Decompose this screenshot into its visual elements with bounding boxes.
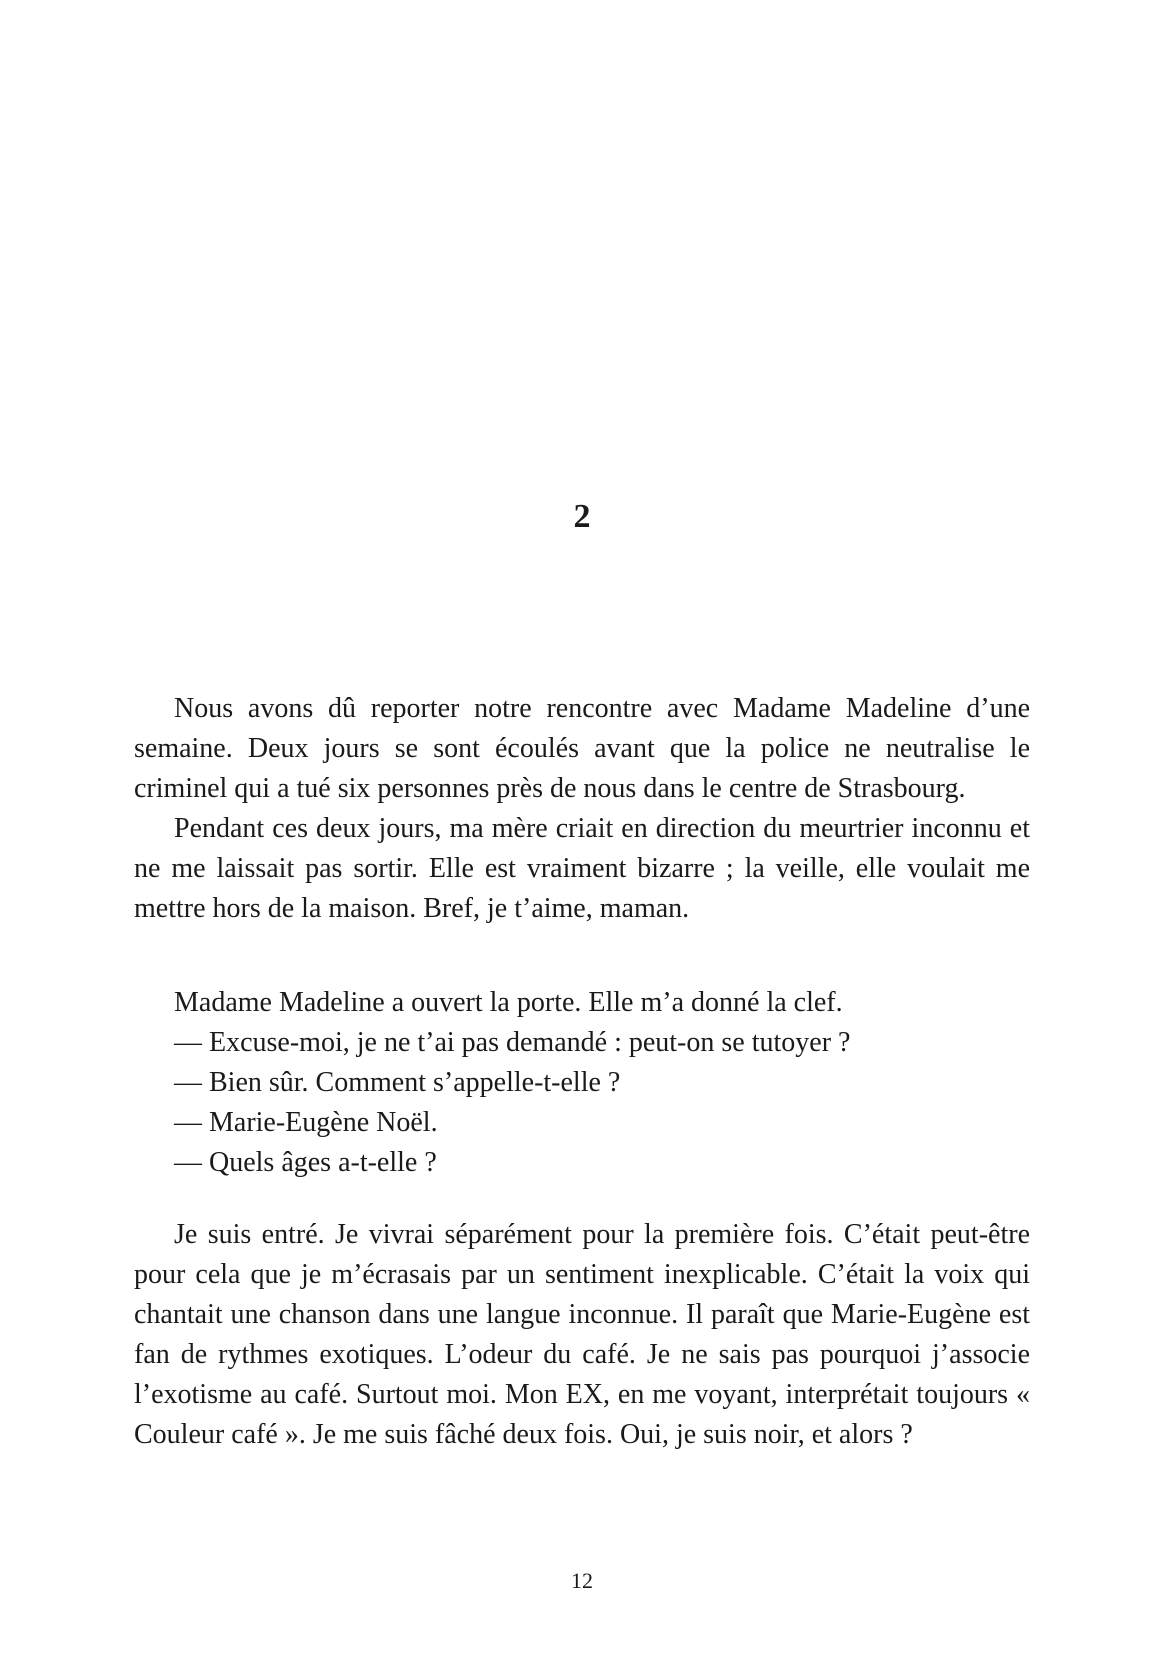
dialogue-line: — Marie-Eugène Noël. (174, 1107, 438, 1138)
narrative-section-3 (134, 1215, 1030, 1455)
paragraph: Pendant ces deux jours, ma mère criait en direction du meurtrier inconnu et ne me laissait pas sortir. Elle est vraiment bizarre ; la veille, elle voulait me mettre hors de la maison. Bref, je t’aime, maman. (134, 813, 1030, 924)
narrative-section-1 (134, 689, 1030, 929)
dialogue-line: — Bien sûr. Comment s’appelle-t-elle ? (174, 1067, 621, 1098)
paragraph: Nous avons dû reporter notre rencontre avec Madame Madeline d’une semaine. Deux jours se sont écoulés avant que la police ne neutralise le criminel qui a tué six personnes près de nous dans le centre de Strasbourg. (134, 693, 1030, 804)
dialogue-section (134, 983, 1030, 1183)
chapter-number: 2 (573, 498, 591, 535)
dialogue-line: — Excuse-moi, je ne t’ai pas demandé : peut-on se tutoyer ? (174, 1027, 851, 1058)
narration-line: Madame Madeline a ouvert la porte. Elle m’a donné la clef. (174, 987, 843, 1018)
page-number: 12 (571, 1568, 593, 1593)
paragraph: Je suis entré. Je vivrai séparément pour la première fois. C’était peut-être pour cela que je m’écrasais par un sentiment inexplicable. C’était la voix qui chantait une chanson dans une langue inconnue. Il paraît que Marie-Eugène est fan de rythmes exotiques. L’odeur du café. Je ne sais pas pourquoi j’associe l’exotisme au café. Surtout moi. Mon EX, en me voyant, interprétait toujours « Couleur café ». Je me suis fâché deux fois. Oui, je suis noir, et alors ? (134, 1219, 1030, 1450)
dialogue-line: — Quels âges a-t-elle ? (174, 1147, 437, 1178)
